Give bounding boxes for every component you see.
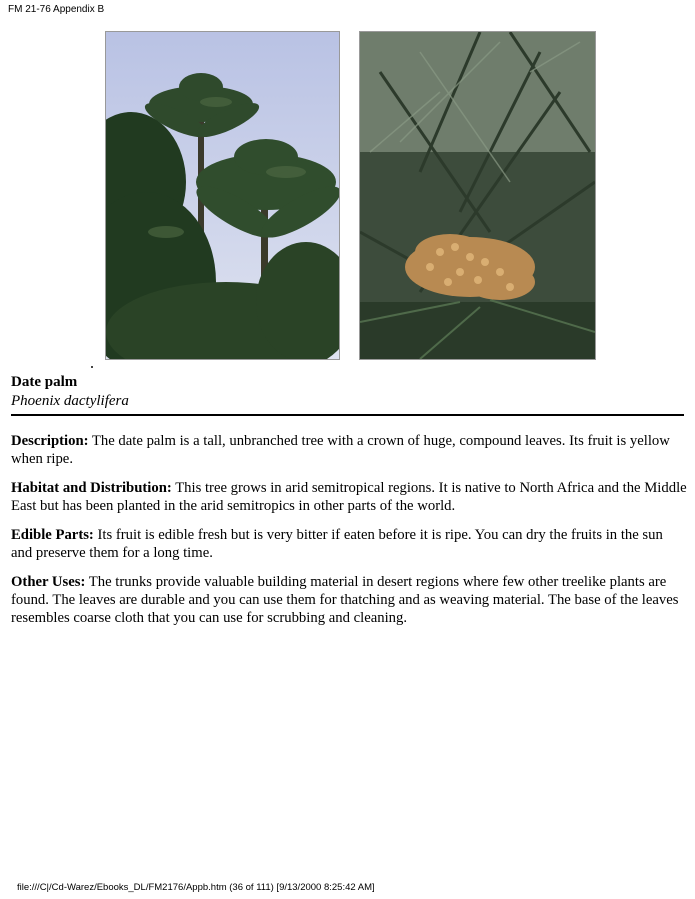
section-label: Habitat and Distribution: [11,480,172,496]
stray-mark [91,366,93,368]
date-palm-fruit-cluster-photo [359,31,596,360]
section-text: The trunks provide valuable building material in desert regions where few other treelike plants are found. The leaves are durable and you can use them for thatching and as weaving material. The base of the leaves resembles coarse cloth that you can use for scrubbing and cleaning. [11,574,679,626]
divider [11,414,684,416]
section-text: The date palm is a tall, unbranched tree with a crown of huge, compound leaves. Its fruit is yellow when ripe. [11,433,670,467]
page-header: FM 21-76 Appendix B [8,4,105,15]
section-text: This tree grows in arid semitropical regions. It is native to North Africa and the Middle East but has been planted in the arid semitropics in other parts of the world. [11,480,687,514]
section-label: Description: [11,433,89,449]
section-other-uses [11,573,687,627]
page-footer: file:///C|/Cd-Warez/Ebooks_DL/FM2176/Appb.htm (36 of 111) [9/13/2000 8:25:42 AM] [17,882,375,893]
plant-sections [11,432,687,638]
section-edible-parts [11,526,687,562]
date-palm-trees-photo [105,31,340,360]
section-description [11,432,687,468]
section-habitat [11,479,687,515]
section-text: Its fruit is edible fresh but is very bitter if eaten before it is ripe. You can dry the fruits in the sun and preserve them for a long time. [11,527,663,561]
plant-scientific-name: Phoenix dactylifera [11,393,129,409]
section-label: Edible Parts: [11,527,94,543]
plant-common-name: Date palm [11,374,78,390]
section-label: Other Uses: [11,574,86,590]
plant-title [11,373,129,411]
